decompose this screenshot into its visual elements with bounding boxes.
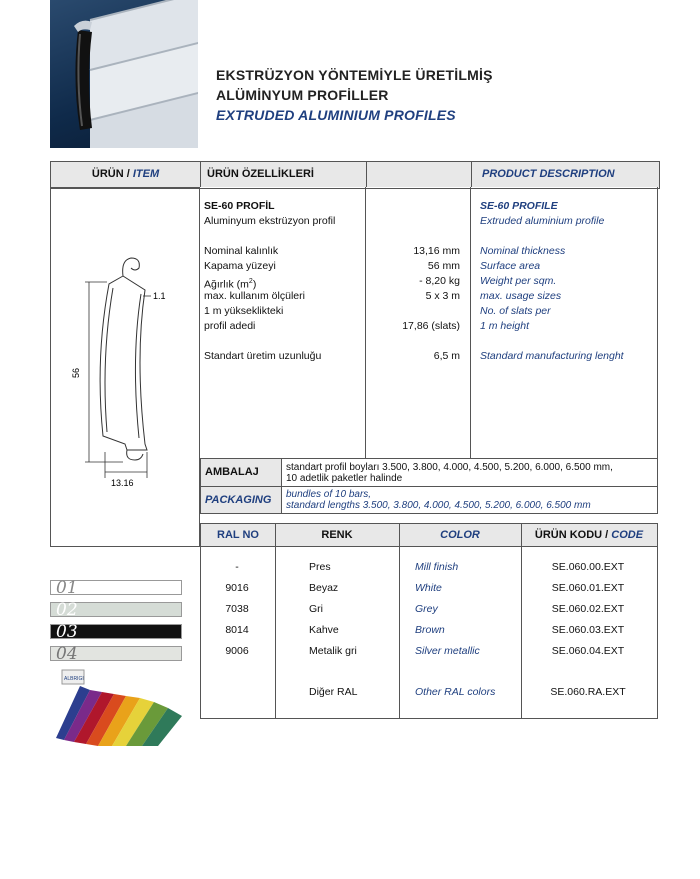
spec-value: 13,16 mm [413, 245, 460, 257]
col-ral: RAL NO [217, 529, 259, 541]
ral-cell: 9016 [225, 582, 249, 594]
spec-label-tr: 1 m yükseklikteki [204, 305, 284, 317]
color-table-header [200, 523, 658, 547]
spec-label-en: Nominal thickness [480, 245, 566, 257]
title-en: EXTRUDED ALUMINIUM PROFILES [216, 107, 456, 123]
spec-label-en: No. of slats per [480, 305, 551, 317]
swatch-number: 01 [56, 578, 78, 598]
table-header-row [50, 161, 660, 189]
packaging-row-en [200, 487, 658, 514]
color-cell: Brown [415, 624, 445, 636]
spec-label-en: Surface area [480, 260, 541, 272]
code-cell: SE.060.04.EXT [551, 645, 625, 657]
header-features: ÜRÜN ÖZELLİKLERİ [200, 162, 366, 187]
profile-slats-illustration [74, 0, 198, 148]
spec-label-tr: max. kullanım ölçüleri [204, 290, 305, 302]
renk-cell: Beyaz [309, 582, 339, 594]
code-cell: SE.060.01.EXT [551, 582, 625, 594]
ral-cell: - [235, 561, 239, 573]
dim-height-label: 56 [71, 367, 81, 378]
spec-label-en: max. usage sizes [480, 290, 562, 302]
profile-cross-section-drawing [51, 188, 199, 546]
spec-label-tr: profil adedi [204, 320, 256, 332]
header-item: ÜRÜN / ITEM [51, 162, 200, 187]
title-tr-line1: EKSTRÜZYON YÖNTEMİYLE ÜRETİLMİŞ [216, 67, 493, 83]
renk-cell: Diğer RAL [309, 686, 358, 698]
renk-cell: Metalik gri [309, 645, 357, 657]
packaging-text-tr: standart profil boyları 3.500, 3.800, 4.000, 4.500, 5.200, 6.000, 6.500 mm, 10 adetlik paketler halinde [286, 462, 613, 484]
renk-cell: Kahve [309, 624, 339, 636]
color-cell: Other RAL colors [415, 686, 496, 698]
packaging-label-en: PACKAGING [201, 487, 281, 513]
swatch-number: 03 [56, 622, 78, 642]
col-color: COLOR [440, 529, 480, 541]
swatch-number: 02 [56, 600, 78, 620]
code-cell: SE.060.02.EXT [551, 603, 625, 615]
color-cell: White [415, 582, 442, 594]
color-cell: Mill finish [415, 561, 459, 573]
spec-label-en: 1 m height [480, 320, 530, 332]
spec-label-tr: Kapama yüzeyi [204, 260, 276, 272]
title-tr-line2: ALÜMİNYUM PROFİLLER [216, 87, 389, 103]
product-name-en: SE-60 PROFILE [480, 200, 558, 212]
fan-blades [56, 686, 182, 746]
ral-cell: 8014 [225, 624, 249, 636]
product-name-tr: SE-60 PROFİL [204, 200, 275, 212]
code-cell: SE.060.03.EXT [551, 624, 625, 636]
header-values [366, 162, 471, 187]
spec-value: 5 x 3 m [425, 290, 460, 302]
ral-cell: 7038 [225, 603, 249, 615]
spec-value: 56 mm [427, 260, 460, 272]
profile-drawing-panel [50, 187, 200, 547]
product-photo [50, 0, 198, 148]
standard-length-value: 6,5 m [433, 350, 460, 362]
color-cell: Grey [415, 603, 438, 615]
fan-brand-label: ALBRIGI [64, 676, 84, 682]
code-cell: SE.060.00.EXT [551, 561, 625, 573]
col-code: ÜRÜN KODU / CODE [534, 529, 644, 541]
standard-length-label-en: Standard manufacturing lenght [480, 350, 624, 362]
product-subtitle-en: Extruded aluminium profile [480, 215, 605, 227]
features-body [200, 187, 658, 459]
packaging-text-en: bundles of 10 bars, standard lengths 3.500, 3.800, 4.000, 4.500, 5.200, 6.000, 6.500 mm [286, 489, 591, 511]
renk-cell: Pres [309, 561, 331, 573]
packaging-row-tr [200, 459, 658, 487]
color-cell: Silver metallic [415, 645, 480, 657]
renk-cell: Gri [309, 603, 323, 615]
ral-cell: 9006 [225, 645, 249, 657]
product-subtitle-tr: Aluminyum ekstrüzyon profil [204, 215, 336, 227]
header-description: PRODUCT DESCRIPTION [471, 162, 659, 187]
dim-width-label: 13.16 [111, 478, 134, 488]
spec-value: - 8,20 kg [419, 275, 460, 287]
dim-wall-label: 1.1 [153, 291, 166, 301]
standard-length-label-tr: Standart üretim uzunluğu [204, 350, 322, 362]
swatch-number: 04 [56, 644, 78, 664]
col-renk: RENK [321, 529, 353, 541]
code-cell: SE.060.RA.EXT [550, 686, 626, 698]
spec-value: 17,86 (slats) [402, 320, 460, 332]
spec-label-tr: Nominal kalınlık [204, 245, 279, 257]
spec-label-en: Weight per sqm. [480, 275, 557, 287]
spec-label-tr: Ağırlık $(m^2)$ [204, 278, 257, 291]
ral-color-fan [50, 668, 190, 748]
packaging-label-tr: AMBALAJ [201, 459, 281, 486]
